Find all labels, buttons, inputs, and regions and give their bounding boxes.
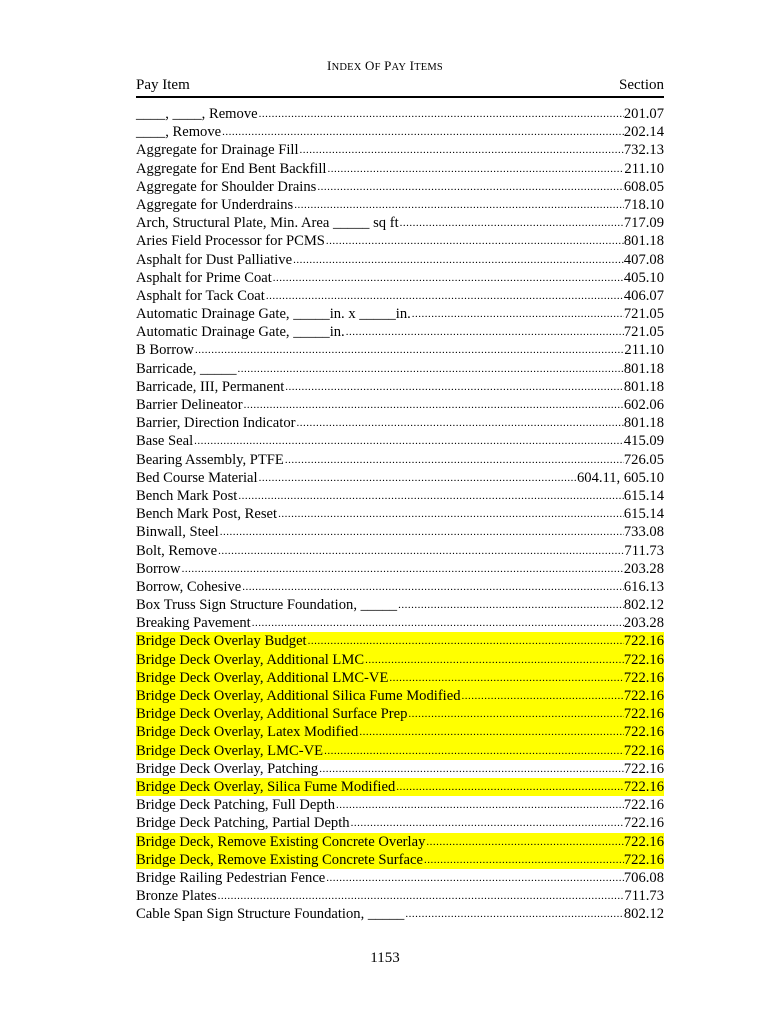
section-number: 616.13 bbox=[623, 578, 664, 595]
index-entry bbox=[136, 578, 664, 596]
index-entry bbox=[136, 160, 664, 178]
dot-leader bbox=[292, 251, 624, 269]
section-number: 801.18 bbox=[623, 360, 664, 377]
index-entry bbox=[136, 651, 664, 669]
pay-item-name: Bridge Deck Overlay, Latex Modified bbox=[136, 724, 359, 741]
dot-leader bbox=[251, 614, 624, 632]
index-entry bbox=[136, 105, 664, 123]
dot-leader bbox=[323, 742, 624, 760]
section-number: 801.18 bbox=[623, 378, 664, 395]
section-number: 722.16 bbox=[623, 815, 664, 832]
section-number: 406.07 bbox=[623, 287, 664, 304]
dot-leader bbox=[284, 451, 624, 469]
index-entry bbox=[136, 814, 664, 832]
pay-item-name: Automatic Drainage Gate, _____in. x _____in. bbox=[136, 306, 411, 323]
section-number: 722.16 bbox=[623, 724, 664, 741]
dot-leader bbox=[237, 360, 624, 378]
pay-item-name: Bridge Deck, Remove Existing Concrete Surface bbox=[136, 851, 423, 868]
index-entry bbox=[136, 851, 664, 869]
dot-leader bbox=[265, 287, 624, 305]
dot-leader bbox=[219, 523, 624, 541]
dot-leader bbox=[326, 160, 624, 178]
index-entry bbox=[136, 778, 664, 796]
section-number: 722.16 bbox=[623, 760, 664, 777]
dot-leader bbox=[335, 796, 624, 814]
column-header-section: Section bbox=[619, 77, 664, 93]
index-entry bbox=[136, 469, 664, 487]
dot-leader bbox=[350, 814, 624, 832]
index-entry bbox=[136, 451, 664, 469]
index-entry bbox=[136, 269, 664, 287]
section-number: 711.73 bbox=[624, 888, 664, 905]
dot-leader bbox=[307, 632, 624, 650]
page-title: INDEX OF PAY ITEMS bbox=[327, 58, 443, 73]
index-entry bbox=[136, 178, 664, 196]
dot-leader bbox=[217, 887, 625, 905]
dot-leader bbox=[217, 542, 624, 560]
section-number: 722.16 bbox=[623, 833, 664, 850]
section-number: 722.16 bbox=[623, 688, 664, 704]
index-entry bbox=[136, 687, 664, 705]
pay-item-name: Bridge Deck Overlay, Additional LMC-VE bbox=[136, 669, 389, 686]
section-number: 733.08 bbox=[623, 524, 664, 541]
section-number: 722.16 bbox=[623, 669, 664, 686]
index-entry bbox=[136, 396, 664, 414]
index-entry bbox=[136, 632, 664, 650]
section-number: 802.12 bbox=[623, 597, 664, 614]
pay-item-name: Aggregate for Shoulder Drains bbox=[136, 178, 317, 195]
pay-item-name: Asphalt for Dust Palliative bbox=[136, 251, 293, 268]
column-headers bbox=[136, 76, 664, 94]
index-entry bbox=[136, 705, 664, 723]
dot-leader bbox=[258, 105, 624, 123]
section-number: 802.12 bbox=[623, 906, 664, 923]
index-entry bbox=[136, 341, 664, 359]
dot-leader bbox=[272, 269, 624, 287]
pay-item-name: Bridge Railing Pedestrian Fence bbox=[136, 869, 326, 886]
index-entry bbox=[136, 414, 664, 432]
pay-item-name: Bench Mark Post bbox=[136, 487, 238, 504]
pay-item-name: Bridge Deck Patching, Full Depth bbox=[136, 797, 336, 814]
dot-leader bbox=[358, 723, 624, 741]
dot-leader bbox=[325, 232, 624, 250]
pay-item-name: Aggregate for Drainage Fill bbox=[136, 142, 299, 159]
dot-leader bbox=[388, 669, 623, 687]
section-number: 602.06 bbox=[623, 397, 664, 413]
section-number: 615.14 bbox=[623, 506, 664, 523]
pay-item-name: Bench Mark Post, Reset bbox=[136, 506, 278, 523]
pay-item-name: Borrow, Cohesive bbox=[136, 578, 242, 595]
dot-leader bbox=[407, 705, 623, 723]
dot-leader bbox=[237, 487, 624, 505]
dot-leader bbox=[277, 505, 624, 523]
section-number: 722.16 bbox=[623, 633, 664, 650]
pay-item-name: Bridge Deck Patching, Partial Depth bbox=[136, 815, 350, 832]
index-entry bbox=[136, 487, 664, 505]
dot-leader bbox=[243, 396, 624, 414]
dot-leader bbox=[318, 760, 624, 778]
index-entry bbox=[136, 251, 664, 269]
section-number: 415.09 bbox=[623, 433, 664, 450]
pay-item-name: Bronze Plates bbox=[136, 888, 217, 905]
index-entry bbox=[136, 560, 664, 578]
pay-item-index-list bbox=[136, 105, 664, 923]
index-entry bbox=[136, 232, 664, 250]
dot-leader bbox=[295, 414, 623, 432]
header-rule bbox=[136, 96, 664, 98]
section-number: 608.05 bbox=[623, 178, 664, 195]
section-number: 718.10 bbox=[623, 196, 664, 213]
section-number: 211.10 bbox=[624, 342, 664, 359]
dot-leader bbox=[411, 305, 624, 323]
index-entry bbox=[136, 760, 664, 778]
dot-leader bbox=[364, 651, 624, 669]
section-number: 211.10 bbox=[624, 160, 664, 177]
dot-leader bbox=[325, 869, 624, 887]
column-header-pay-item: Pay Item bbox=[136, 77, 190, 93]
pay-item-name: Arch, Structural Plate, Min. Area _____ sq ft bbox=[136, 215, 399, 232]
section-number: 722.16 bbox=[623, 797, 664, 814]
pay-item-name: Bridge Deck Overlay, Additional LMC bbox=[136, 651, 365, 668]
section-number: 604.11, 605.10 bbox=[576, 469, 664, 486]
index-entry bbox=[136, 596, 664, 614]
index-entry bbox=[136, 742, 664, 760]
index-entry bbox=[136, 905, 664, 923]
index-entry bbox=[136, 723, 664, 741]
pay-item-name: Borrow bbox=[136, 560, 181, 577]
pay-item-name: ____, ____, Remove bbox=[136, 106, 258, 122]
index-entry bbox=[136, 123, 664, 141]
index-entry bbox=[136, 542, 664, 560]
section-number: 717.09 bbox=[623, 215, 664, 232]
index-entry bbox=[136, 796, 664, 814]
pay-item-name: ____, Remove bbox=[136, 124, 222, 141]
index-entry bbox=[136, 360, 664, 378]
section-number: 722.16 bbox=[623, 651, 664, 668]
pay-item-name: Bridge Deck Overlay, Additional Silica Fume Modified bbox=[136, 688, 461, 704]
index-entry bbox=[136, 669, 664, 687]
dot-leader bbox=[293, 196, 624, 214]
section-number: 721.05 bbox=[623, 324, 664, 341]
pay-item-name: Bridge Deck, Remove Existing Concrete Overlay bbox=[136, 833, 426, 850]
dot-leader bbox=[241, 578, 624, 596]
section-number: 722.16 bbox=[623, 706, 664, 723]
pay-item-name: Bolt, Remove bbox=[136, 542, 218, 559]
pay-item-name: Box Truss Sign Structure Foundation, _____ bbox=[136, 597, 398, 614]
pay-item-name: Asphalt for Tack Coat bbox=[136, 287, 265, 304]
section-number: 706.08 bbox=[623, 869, 664, 886]
pay-item-name: Bearing Assembly, PTFE bbox=[136, 451, 284, 468]
section-number: 801.18 bbox=[623, 415, 664, 432]
dot-leader bbox=[423, 851, 624, 869]
pay-item-name: Barricade, III, Permanent bbox=[136, 378, 285, 395]
dot-leader bbox=[258, 469, 577, 487]
index-entry bbox=[136, 614, 664, 632]
dot-leader bbox=[345, 323, 624, 341]
index-entry bbox=[136, 141, 664, 159]
index-entry bbox=[136, 887, 664, 905]
section-number: 726.05 bbox=[623, 451, 664, 468]
section-number: 722.16 bbox=[623, 778, 664, 795]
section-number: 801.18 bbox=[623, 233, 664, 250]
pay-item-name: Barrier Delineator bbox=[136, 397, 243, 413]
pay-item-name: Aggregate for Underdrains bbox=[136, 196, 294, 213]
section-number: 405.10 bbox=[623, 269, 664, 286]
index-entry bbox=[136, 378, 664, 396]
index-entry bbox=[136, 523, 664, 541]
dot-leader bbox=[284, 378, 624, 396]
index-entry bbox=[136, 432, 664, 450]
pay-item-name: Asphalt for Prime Coat bbox=[136, 269, 272, 286]
dot-leader bbox=[425, 833, 623, 851]
pay-item-name: Bridge Deck Overlay, Silica Fume Modified bbox=[136, 778, 396, 795]
pay-item-name: Aries Field Processor for PCMS bbox=[136, 233, 325, 250]
index-entry bbox=[136, 196, 664, 214]
section-number: 202.14 bbox=[623, 124, 664, 141]
dot-leader bbox=[461, 687, 624, 705]
index-entry bbox=[136, 833, 664, 851]
pay-item-name: Barrier, Direction Indicator bbox=[136, 415, 296, 432]
pay-item-name: Base Seal bbox=[136, 433, 194, 450]
pay-item-name: Bridge Deck Overlay, LMC-VE bbox=[136, 742, 324, 759]
section-number: 722.16 bbox=[623, 742, 664, 759]
pay-item-name: Barricade, _____ bbox=[136, 360, 237, 377]
dot-leader bbox=[404, 905, 624, 923]
index-entry bbox=[136, 214, 664, 232]
section-number: 407.08 bbox=[623, 251, 664, 268]
dot-leader bbox=[299, 141, 624, 159]
dot-leader bbox=[221, 123, 624, 141]
pay-item-name: Automatic Drainage Gate, _____in. bbox=[136, 324, 345, 341]
index-entry bbox=[136, 505, 664, 523]
pay-item-name: Bridge Deck Overlay, Patching bbox=[136, 760, 319, 777]
dot-leader bbox=[181, 560, 624, 578]
section-number: 722.16 bbox=[623, 851, 664, 868]
section-number: 203.28 bbox=[623, 615, 664, 632]
section-number: 203.28 bbox=[623, 560, 664, 577]
pay-item-name: Aggregate for End Bent Backfill bbox=[136, 160, 327, 177]
section-number: 721.05 bbox=[623, 306, 664, 323]
dot-leader bbox=[316, 178, 624, 196]
pay-item-name: B Borrow bbox=[136, 342, 194, 359]
dot-leader bbox=[399, 214, 624, 232]
dot-leader bbox=[194, 341, 624, 359]
pay-item-name: Breaking Pavement bbox=[136, 615, 251, 632]
pay-item-name: Bridge Deck Overlay Budget bbox=[136, 633, 307, 650]
section-number: 201.07 bbox=[623, 106, 664, 122]
dot-leader bbox=[193, 432, 624, 450]
section-number: 732.13 bbox=[623, 142, 664, 159]
dot-leader bbox=[397, 596, 624, 614]
section-number: 615.14 bbox=[623, 487, 664, 504]
pay-item-name: Binwall, Steel bbox=[136, 524, 219, 541]
index-entry bbox=[136, 305, 664, 323]
index-entry bbox=[136, 869, 664, 887]
pay-item-name: Bridge Deck Overlay, Additional Surface Prep bbox=[136, 706, 408, 723]
section-number: 711.73 bbox=[624, 542, 664, 559]
pay-item-name: Cable Span Sign Structure Foundation, _____ bbox=[136, 906, 405, 923]
dot-leader bbox=[395, 778, 624, 796]
pay-item-name: Bed Course Material bbox=[136, 469, 258, 486]
index-entry bbox=[136, 323, 664, 341]
page-number: 1153 bbox=[370, 950, 400, 966]
index-entry bbox=[136, 287, 664, 305]
